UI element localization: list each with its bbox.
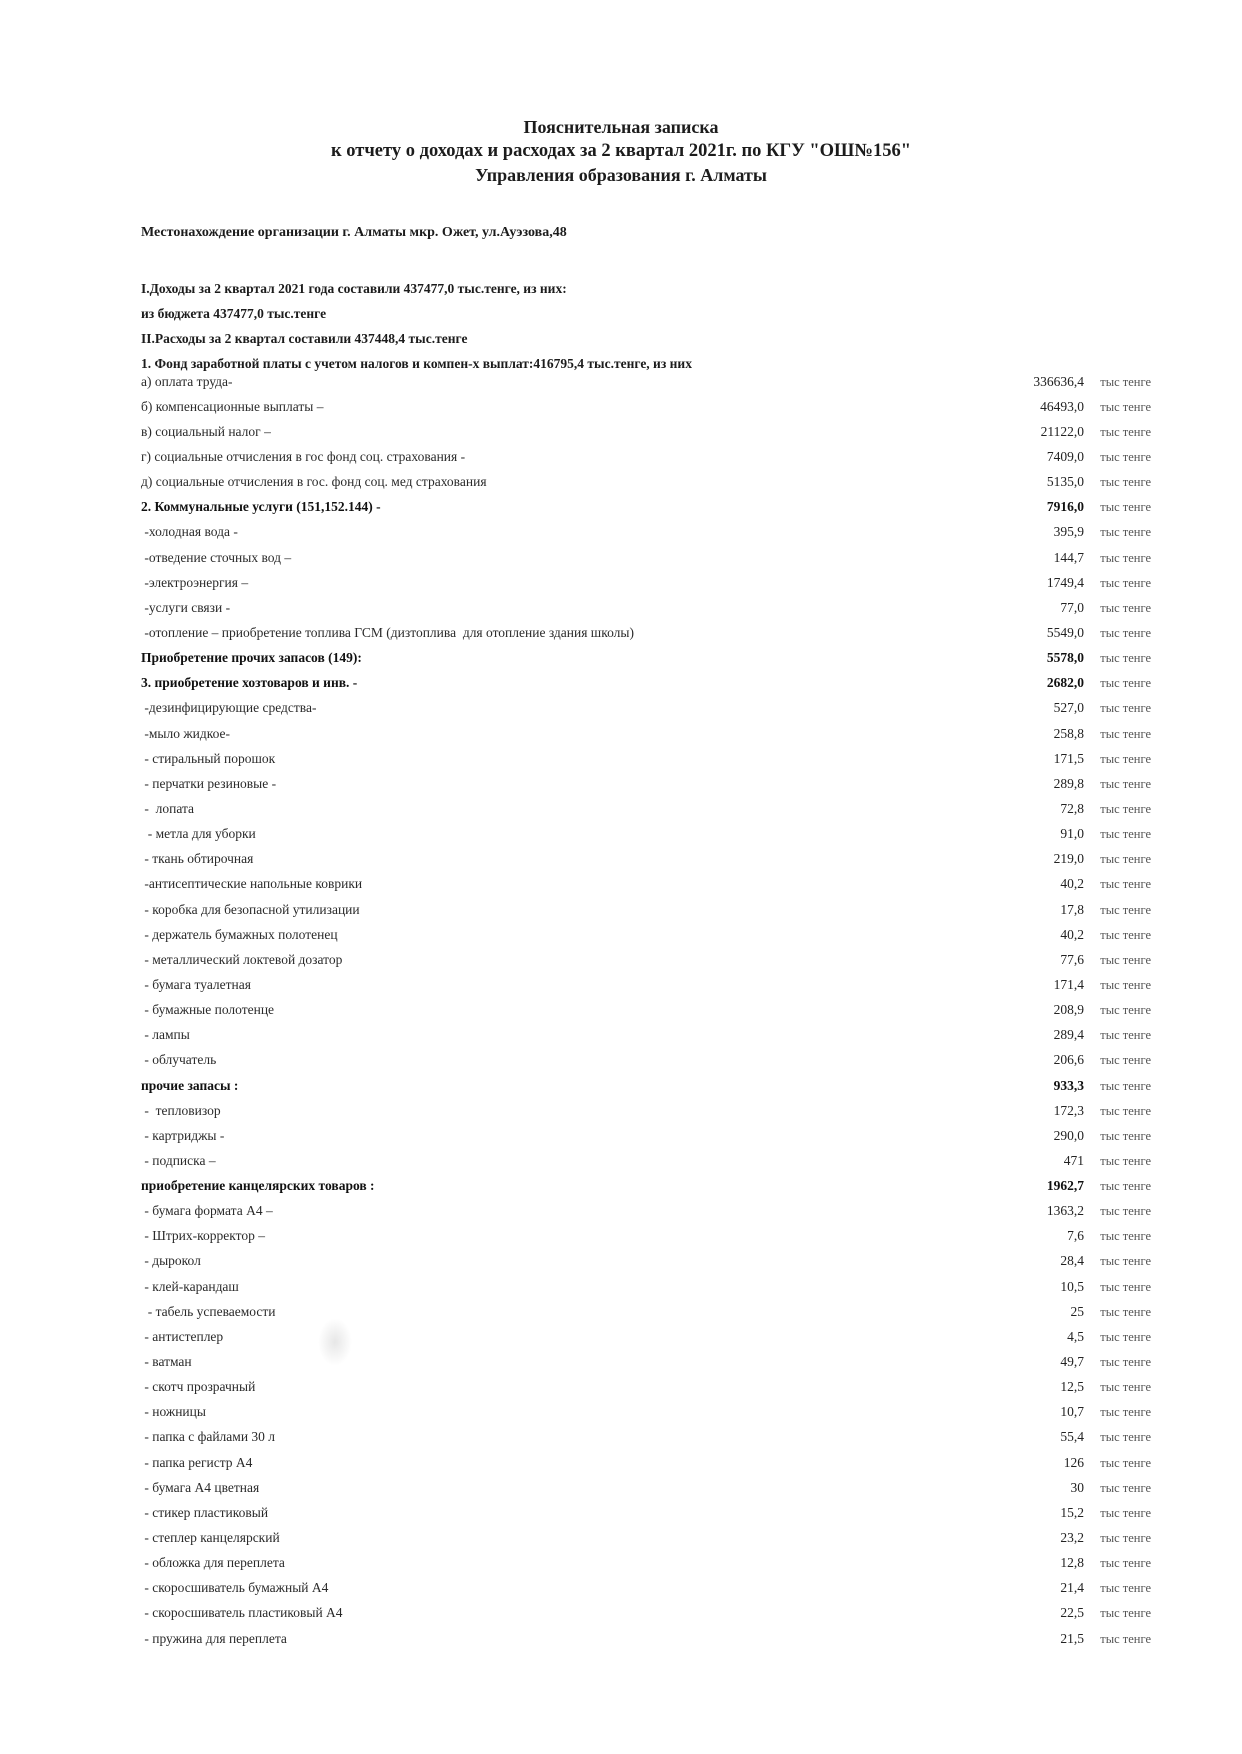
document-title	[0, 115, 1242, 187]
expense-amount	[984, 650, 1151, 666]
expense-unit: тыс тенге	[1100, 1003, 1151, 1018]
expense-value: 12,5	[1060, 1379, 1084, 1395]
expense-amount	[984, 600, 1151, 616]
expense-label: 2. Коммунальные услуги (151,152.144) -	[141, 499, 381, 515]
expense-label: - лопата	[141, 800, 195, 816]
expense-unit: тыс тенге	[1100, 1631, 1151, 1646]
expense-unit: тыс тенге	[1100, 676, 1151, 691]
expense-value: 7409,0	[1046, 448, 1084, 464]
payroll-fund-line: 1. Фонд заработной платы с учетом налогов и компен-х выплат:416795,4 тыс.тенге, из них	[141, 356, 692, 371]
expense-label: - скотч прозрачный	[141, 1379, 256, 1395]
expense-amount	[984, 1178, 1151, 1194]
expense-value: 46493,0	[1040, 398, 1084, 414]
expense-unit: тыс тенге	[1100, 726, 1151, 741]
expense-unit: тыс тенге	[1100, 701, 1151, 716]
expense-unit: тыс тенге	[1100, 902, 1151, 917]
expense-label: - клей-карандаш	[141, 1278, 239, 1294]
expense-value: 12,8	[1060, 1555, 1084, 1571]
expense-unit: тыс тенге	[1100, 1078, 1151, 1093]
expense-value: 40,2	[1060, 926, 1084, 942]
expense-row	[141, 847, 1151, 872]
expense-unit: тыс тенге	[1100, 1204, 1151, 1219]
expense-label: б) компенсационные выплаты –	[141, 398, 324, 414]
expense-value: 49,7	[1060, 1354, 1084, 1370]
expense-value: 933,3	[1053, 1077, 1084, 1093]
expense-value: 40,2	[1060, 876, 1084, 892]
expense-amount	[984, 550, 1151, 566]
expense-label: - ткань обтирочная	[141, 851, 254, 867]
expense-label: -антисептические напольные коврики	[141, 876, 363, 892]
expense-amount	[984, 449, 1151, 465]
expense-row	[141, 998, 1151, 1023]
expense-unit: тыс тенге	[1100, 374, 1151, 389]
expense-row	[141, 872, 1151, 897]
expense-value: 1962,7	[1046, 1178, 1084, 1194]
expense-row	[141, 1073, 1151, 1098]
expense-amount	[984, 625, 1151, 641]
expense-row	[141, 595, 1151, 620]
expense-unit: тыс тенге	[1100, 1103, 1151, 1118]
expense-amount	[984, 826, 1151, 842]
expense-amount	[984, 1027, 1151, 1043]
expense-value: 289,8	[1053, 775, 1084, 791]
expense-amount	[984, 524, 1151, 540]
expense-row	[141, 1048, 1151, 1073]
expense-unit: тыс тенге	[1100, 1254, 1151, 1269]
expense-label: - пружина для переплета	[141, 1630, 287, 1646]
expense-row	[141, 1023, 1151, 1048]
expense-amount	[984, 1153, 1151, 1169]
expense-unit: тыс тенге	[1100, 1556, 1151, 1571]
expense-row	[141, 495, 1151, 520]
expense-value: 21,5	[1060, 1630, 1084, 1646]
expense-amount	[984, 1505, 1151, 1521]
expense-label: Приобретение прочих запасов (149):	[141, 650, 362, 666]
expense-label: - лампы	[141, 1027, 190, 1043]
expense-amount	[984, 1631, 1151, 1647]
expense-value: 258,8	[1053, 725, 1084, 741]
expense-row	[141, 746, 1151, 771]
expense-unit: тыс тенге	[1100, 1606, 1151, 1621]
expense-unit: тыс тенге	[1100, 525, 1151, 540]
expense-row	[141, 1123, 1151, 1148]
expense-value: 171,5	[1053, 750, 1084, 766]
expense-row	[141, 972, 1151, 997]
expense-unit: тыс тенге	[1100, 500, 1151, 515]
expense-value: 77,0	[1060, 599, 1084, 615]
expense-unit: тыс тенге	[1100, 952, 1151, 967]
expense-amount	[984, 499, 1151, 515]
expense-value: 17,8	[1060, 901, 1084, 917]
expense-amount	[984, 1002, 1151, 1018]
expense-value: 126	[1063, 1454, 1084, 1470]
expense-label: г) социальные отчисления в гос фонд соц. страхования -	[141, 448, 466, 464]
expense-row	[141, 947, 1151, 972]
expense-row	[141, 1224, 1151, 1249]
expense-value: 23,2	[1060, 1530, 1084, 1546]
expense-unit: тыс тенге	[1100, 1505, 1151, 1520]
expense-label: - скоросшиватель бумажный А4	[141, 1580, 329, 1596]
expense-row	[141, 545, 1151, 570]
expense-value: 28,4	[1060, 1253, 1084, 1269]
expense-amount	[984, 700, 1151, 716]
expense-label: - металлический локтевой дозатор	[141, 951, 343, 967]
expense-label: - ватман	[141, 1354, 192, 1370]
expense-row	[141, 771, 1151, 796]
expense-value: 5578,0	[1046, 650, 1084, 666]
expense-label: - стиральный порошок	[141, 750, 276, 766]
expense-amount	[984, 1329, 1151, 1345]
expense-label: - бумажные полотенце	[141, 1002, 275, 1018]
expense-value: 7,6	[1067, 1228, 1084, 1244]
expense-value: 15,2	[1060, 1504, 1084, 1520]
expense-value: 10,5	[1060, 1278, 1084, 1294]
expense-label: - дырокол	[141, 1253, 201, 1269]
expense-value: 5549,0	[1046, 624, 1084, 640]
expense-unit: тыс тенге	[1100, 801, 1151, 816]
expense-amount	[984, 851, 1151, 867]
expense-row	[141, 646, 1151, 671]
expense-label: - антистеплер	[141, 1328, 224, 1344]
expense-value: 2682,0	[1046, 675, 1084, 691]
expense-row	[141, 922, 1151, 947]
expense-label: а) оплата труда-	[141, 373, 233, 389]
expense-amount	[984, 1404, 1151, 1420]
expense-amount	[984, 675, 1151, 691]
expense-row	[141, 1148, 1151, 1173]
expense-row	[141, 1098, 1151, 1123]
expense-value: 1363,2	[1046, 1203, 1084, 1219]
expense-value: 527,0	[1053, 700, 1084, 716]
expense-row	[141, 1375, 1151, 1400]
expense-label: - скоросшиватель пластиковый А4	[141, 1605, 343, 1621]
expense-amount	[984, 927, 1151, 943]
expense-row	[141, 1525, 1151, 1550]
expense-label: - обложка для переплета	[141, 1555, 285, 1571]
expense-amount	[984, 1203, 1151, 1219]
expense-label: - тепловизор	[141, 1102, 221, 1118]
expense-value: 219,0	[1053, 851, 1084, 867]
expense-label: - ножницы	[141, 1404, 206, 1420]
expense-amount	[984, 1555, 1151, 1571]
expense-row	[141, 570, 1151, 595]
expense-label: - перчатки резиновые -	[141, 775, 277, 791]
expense-value: 21,4	[1060, 1580, 1084, 1596]
scan-smudge	[318, 1318, 352, 1366]
expense-amount	[984, 474, 1151, 490]
expense-value: 5135,0	[1046, 474, 1084, 490]
expense-label: - стикер пластиковый	[141, 1504, 269, 1520]
expense-label: - метла для уборки	[141, 826, 256, 842]
expense-row	[141, 444, 1151, 469]
expense-unit: тыс тенге	[1100, 776, 1151, 791]
expense-row	[141, 1349, 1151, 1374]
expense-label: - Штрих-корректор –	[141, 1228, 265, 1244]
expense-value: 290,0	[1053, 1127, 1084, 1143]
expense-amount	[984, 1429, 1151, 1445]
expense-value: 172,3	[1053, 1102, 1084, 1118]
expense-row	[141, 1400, 1151, 1425]
expense-value: 4,5	[1067, 1328, 1084, 1344]
expense-unit: тыс тенге	[1100, 1279, 1151, 1294]
expense-label: -отопление – приобретение топлива ГСМ (дизтоплива для отопление здания школы)	[141, 624, 634, 640]
expense-row	[141, 721, 1151, 746]
expense-amount	[984, 751, 1151, 767]
expense-label: - облучатель	[141, 1052, 217, 1068]
expense-value: 72,8	[1060, 800, 1084, 816]
expense-unit: тыс тенге	[1100, 1028, 1151, 1043]
expense-row	[141, 696, 1151, 721]
expense-unit: тыс тенге	[1100, 1304, 1151, 1319]
expense-unit: тыс тенге	[1100, 600, 1151, 615]
expense-amount	[984, 1128, 1151, 1144]
expense-unit: тыс тенге	[1100, 575, 1151, 590]
expense-row	[141, 671, 1151, 696]
expense-items-list	[141, 369, 1151, 1651]
income-line: I.Доходы за 2 квартал 2021 года составили 437477,0 тыс.тенге, из них:	[141, 281, 567, 296]
expense-unit: тыс тенге	[1100, 1329, 1151, 1344]
expense-unit: тыс тенге	[1100, 977, 1151, 992]
expense-row	[141, 1626, 1151, 1651]
expense-row	[141, 1425, 1151, 1450]
expense-amount	[984, 1480, 1151, 1496]
expense-label: прочие запасы :	[141, 1077, 239, 1093]
expense-label: приобретение канцелярских товаров :	[141, 1178, 375, 1194]
expense-row	[141, 822, 1151, 847]
expense-amount	[984, 399, 1151, 415]
expense-row	[141, 520, 1151, 545]
expense-row	[141, 897, 1151, 922]
title-line-1: Пояснительная записка	[523, 117, 719, 137]
expense-unit: тыс тенге	[1100, 751, 1151, 766]
expense-label: - папка регистр А4	[141, 1454, 253, 1470]
expense-unit: тыс тенге	[1100, 1355, 1151, 1370]
expense-amount	[984, 1605, 1151, 1621]
expense-value: 471	[1063, 1152, 1084, 1168]
expense-unit: тыс тенге	[1100, 877, 1151, 892]
expense-row	[141, 1199, 1151, 1224]
expense-unit: тыс тенге	[1100, 1128, 1151, 1143]
expense-label: -услуги связи -	[141, 599, 231, 615]
expense-amount	[984, 902, 1151, 918]
summary-section	[141, 276, 1151, 376]
expense-unit: тыс тенге	[1100, 1179, 1151, 1194]
expense-amount	[984, 1103, 1151, 1119]
expense-value: 91,0	[1060, 826, 1084, 842]
expense-label: - бумага формата А4 –	[141, 1203, 273, 1219]
expense-value: 208,9	[1053, 1002, 1084, 1018]
expense-amount	[984, 776, 1151, 792]
expense-amount	[984, 977, 1151, 993]
expense-value: 25	[1070, 1303, 1084, 1319]
expense-label: - папка с файлами 30 л	[141, 1429, 276, 1445]
expense-row	[141, 620, 1151, 645]
expense-unit: тыс тенге	[1100, 1480, 1151, 1495]
expense-unit: тыс тенге	[1100, 1053, 1151, 1068]
expense-value: 171,4	[1053, 976, 1084, 992]
expense-value: 55,4	[1060, 1429, 1084, 1445]
expense-unit: тыс тенге	[1100, 1581, 1151, 1596]
expense-unit: тыс тенге	[1100, 852, 1151, 867]
expense-amount	[984, 575, 1151, 591]
expense-amount	[984, 1530, 1151, 1546]
expense-unit: тыс тенге	[1100, 1229, 1151, 1244]
title-line-2: к отчету о доходах и расходах за 2 квартал 2021г. по КГУ "ОШ№156"	[331, 141, 911, 161]
expense-unit: тыс тенге	[1100, 449, 1151, 464]
expense-label: - бумага А4 цветная	[141, 1479, 260, 1495]
expense-value: 7916,0	[1046, 499, 1084, 515]
expense-value: 77,6	[1060, 951, 1084, 967]
expense-value: 1749,4	[1046, 574, 1084, 590]
organization-location: Местонахождение организации г. Алматы мкр. Ожет, ул.Ауэзова,48	[141, 225, 567, 240]
expense-value: 10,7	[1060, 1404, 1084, 1420]
expenses-line: II.Расходы за 2 квартал составили 437448,4 тыс.тенге	[141, 331, 468, 346]
expense-row	[141, 1601, 1151, 1626]
expense-row	[141, 419, 1151, 444]
expense-amount	[984, 374, 1151, 390]
expense-row	[141, 1174, 1151, 1199]
expense-unit: тыс тенге	[1100, 1153, 1151, 1168]
expense-row	[141, 1576, 1151, 1601]
expense-amount	[984, 726, 1151, 742]
expense-amount	[984, 1228, 1151, 1244]
budget-line: из бюджета 437477,0 тыс.тенге	[141, 306, 327, 321]
expense-value: 144,7	[1053, 549, 1084, 565]
expense-label: 3. приобретение хозтоваров и инв. -	[141, 675, 358, 691]
expense-label: - бумага туалетная	[141, 976, 251, 992]
expense-label: - коробка для безопасной утилизации	[141, 901, 360, 917]
expense-amount	[984, 876, 1151, 892]
expense-row	[141, 1249, 1151, 1274]
expense-row	[141, 1324, 1151, 1349]
expense-row	[141, 470, 1151, 495]
expense-amount	[984, 1078, 1151, 1094]
expense-unit: тыс тенге	[1100, 1405, 1151, 1420]
expense-label: - держатель бумажных полотенец	[141, 926, 338, 942]
expense-unit: тыс тенге	[1100, 424, 1151, 439]
expense-row	[141, 1450, 1151, 1475]
expense-unit: тыс тенге	[1100, 1531, 1151, 1546]
expense-amount	[984, 1279, 1151, 1295]
expense-label: в) социальный налог –	[141, 423, 271, 439]
expense-row	[141, 369, 1151, 394]
expense-row	[141, 796, 1151, 821]
expense-value: 206,6	[1053, 1052, 1084, 1068]
expense-label: -электроэнергия –	[141, 574, 249, 590]
expense-row	[141, 1500, 1151, 1525]
expense-amount	[984, 952, 1151, 968]
expense-value: 336636,4	[1033, 373, 1084, 389]
expense-label: - картриджы -	[141, 1127, 225, 1143]
expense-value: 289,4	[1053, 1027, 1084, 1043]
expense-amount	[984, 1580, 1151, 1596]
expense-unit: тыс тенге	[1100, 550, 1151, 565]
expense-row	[141, 1299, 1151, 1324]
expense-unit: тыс тенге	[1100, 927, 1151, 942]
expense-label: -отведение сточных вод –	[141, 549, 292, 565]
expense-label: - подписка –	[141, 1152, 216, 1168]
expense-unit: тыс тенге	[1100, 399, 1151, 414]
expense-row	[141, 1274, 1151, 1299]
expense-value: 30	[1070, 1479, 1084, 1495]
expense-unit: тыс тенге	[1100, 625, 1151, 640]
expense-amount	[984, 801, 1151, 817]
expense-amount	[984, 1455, 1151, 1471]
expense-label: -дезинфицирующие средства-	[141, 700, 317, 716]
expense-label: - табель успеваемости	[141, 1303, 276, 1319]
expense-amount	[984, 1052, 1151, 1068]
expense-amount	[984, 1253, 1151, 1269]
expense-row	[141, 1475, 1151, 1500]
expense-unit: тыс тенге	[1100, 475, 1151, 490]
expense-row	[141, 394, 1151, 419]
title-line-3: Управления образования г. Алматы	[475, 165, 767, 185]
expense-unit: тыс тенге	[1100, 1380, 1151, 1395]
expense-unit: тыс тенге	[1100, 651, 1151, 666]
expense-value: 21122,0	[1040, 423, 1084, 439]
expense-amount	[984, 1304, 1151, 1320]
expense-unit: тыс тенге	[1100, 1430, 1151, 1445]
expense-label: д) социальные отчисления в гос. фонд соц. мед страхования	[141, 474, 487, 490]
expense-amount	[984, 1354, 1151, 1370]
expense-unit: тыс тенге	[1100, 827, 1151, 842]
expense-amount	[984, 424, 1151, 440]
expense-label: -холодная вода -	[141, 524, 238, 540]
expense-row	[141, 1551, 1151, 1576]
expense-amount	[984, 1379, 1151, 1395]
expense-label: -мыло жидкое-	[141, 725, 231, 741]
expense-value: 22,5	[1060, 1605, 1084, 1621]
expense-label: - степлер канцелярский	[141, 1530, 280, 1546]
expense-unit: тыс тенге	[1100, 1455, 1151, 1470]
expense-value: 395,9	[1053, 524, 1084, 540]
